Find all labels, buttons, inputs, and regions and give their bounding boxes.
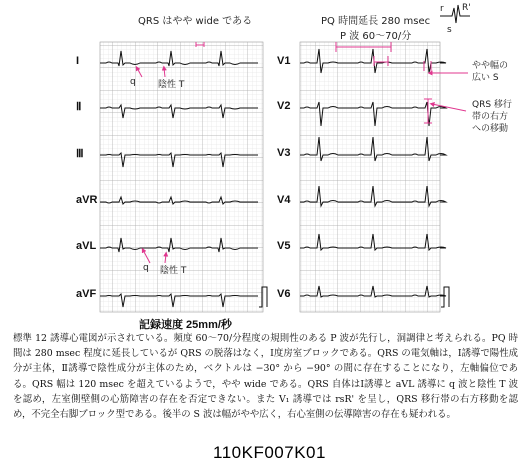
lead-label: V5 — [277, 240, 291, 252]
lead-label: Ⅲ — [76, 148, 84, 160]
lead-label: aVL — [76, 240, 97, 252]
vector-s-label: s — [447, 25, 452, 35]
neg-t-label-avl: 陰性 T — [160, 266, 187, 276]
lead-label: V3 — [277, 147, 291, 159]
p-wave-annotation: P 波 60～70/分 — [340, 31, 412, 42]
q-wave-label-lead-i: q — [130, 77, 136, 87]
qrs-shift-line-2: 帯の右方 — [472, 112, 509, 122]
recording-speed: 記録速度 25mm/秒 — [139, 319, 232, 331]
qrs-wide-annotation: QRS はやや wide である — [138, 16, 253, 27]
qrs-shift-annotation — [472, 99, 512, 135]
rsr-vector-inset — [440, 3, 471, 35]
lead-label: aVR — [76, 194, 98, 206]
lead-label: V6 — [277, 288, 291, 300]
vector-rp-label: R' — [462, 3, 471, 13]
wide-s-line-2: 広い S — [472, 73, 499, 83]
caption-paragraph: 標準 12 誘導心電図が示されている。頻度 60～70/分程度の規則性のある P 波が先行し，洞調律と考えられる。PQ 時間は 280 msec 程度に延長しているが QRS の脱落はなく，Ⅰ度房室ブロックである。QRS の電気軸は，Ⅰ誘導で陽性成分が主体，Ⅱ誘導で陰性成分が主体のため，ベクトルは −30° から −90° の間に存在することになり，左軸偏位である。QRS 幅は 120 msec を超えているようで，やや wide である。QRS 自体はⅠ誘導と aVL 誘導に q 波と陰性 T 波を認め，左室側壁側の心筋障害の存在を否定できない。また V₁ 誘導では rsR' を呈し，QRS 移行帯の右方移動を認め，不完全右脚ブロック型である。後半の S 波は幅がやや広く，右心室側の伝導障害の存在も疑われる。 — [13, 333, 518, 421]
q-wave-label-avl: q — [143, 263, 149, 273]
lead-label: Ⅱ — [76, 101, 82, 113]
lead-label: aVF — [76, 288, 97, 300]
question-id: 110KF007K01 — [213, 443, 326, 462]
neg-t-label-lead-i: 陰性 T — [158, 80, 185, 90]
pq-prolonged-annotation: PQ 時間延長 280 msec — [321, 16, 431, 27]
lead-label: V1 — [277, 55, 291, 67]
lead-label: V2 — [277, 100, 291, 112]
qrs-shift-line-3: への移動 — [472, 124, 509, 134]
wide-s-annotation — [472, 60, 508, 84]
lead-label: I — [76, 55, 80, 67]
calibration-pulse-right — [441, 287, 449, 307]
wide-s-line-1: やや幅の — [472, 61, 509, 71]
vector-r-label: r — [440, 4, 444, 14]
ecg-grid-chest — [300, 42, 440, 312]
qrs-shift-line-1: QRS 移行 — [472, 100, 512, 110]
lead-label: V4 — [277, 194, 291, 206]
